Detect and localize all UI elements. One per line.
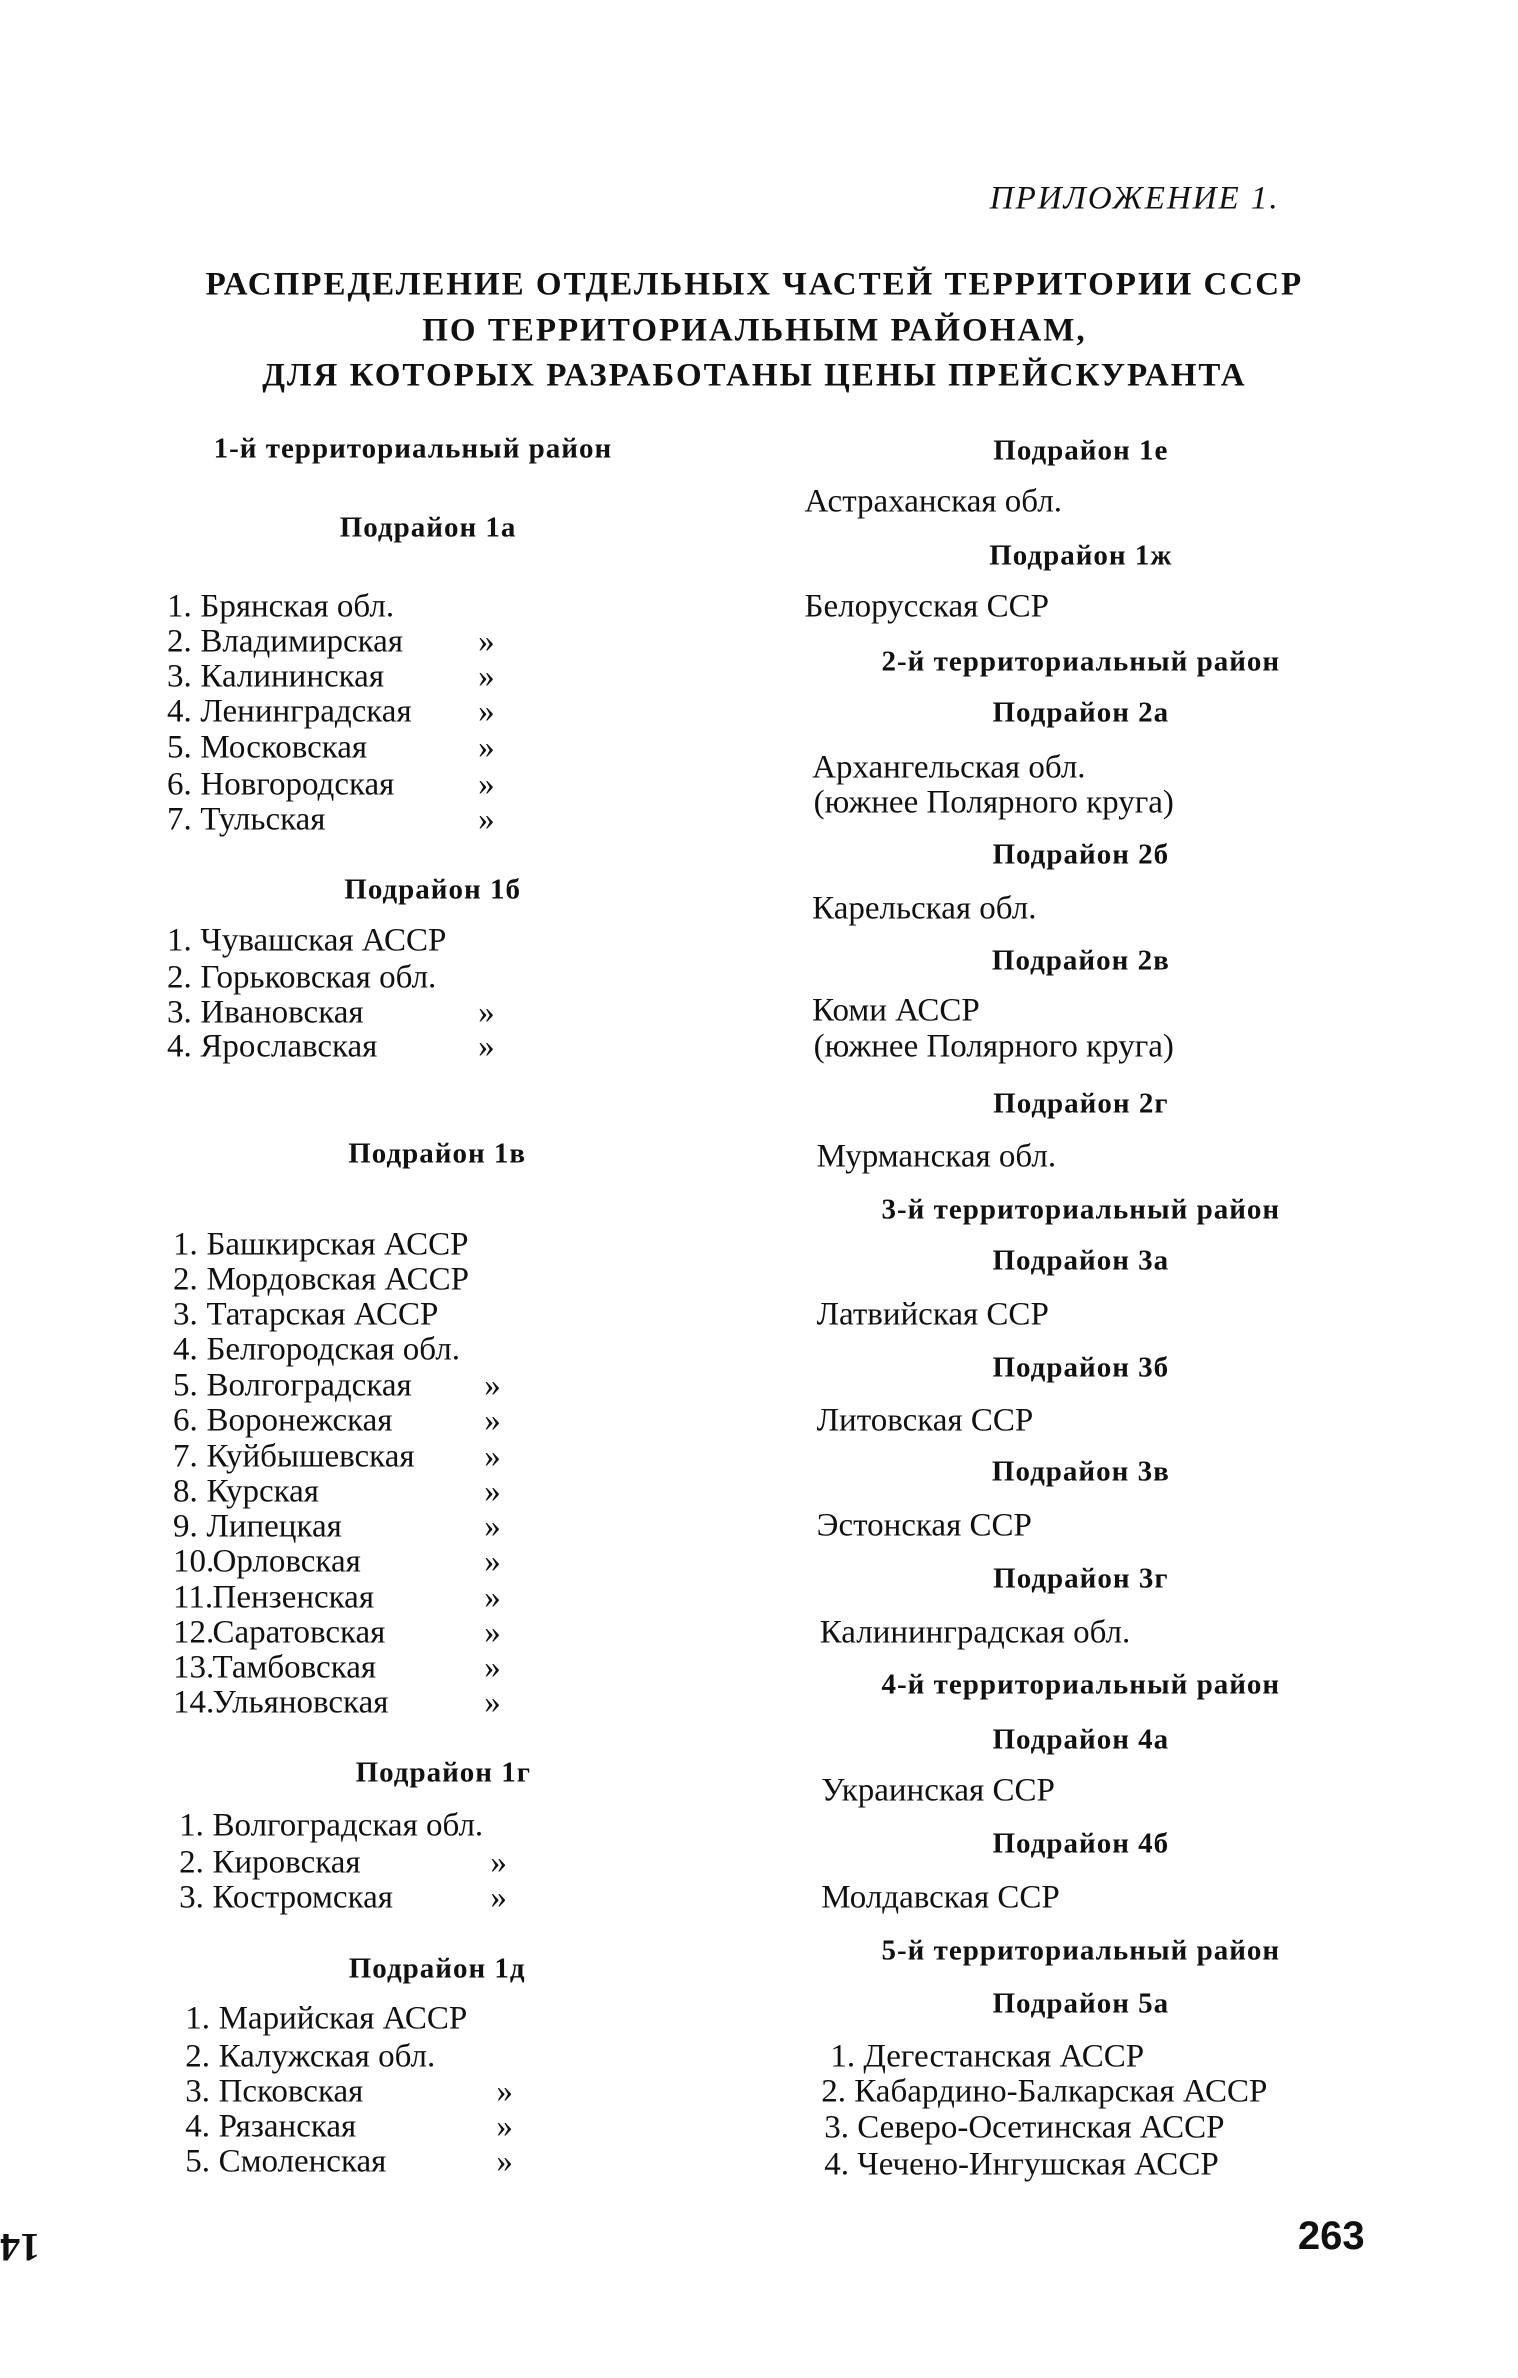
list-item-name: Чувашская АССР bbox=[200, 922, 447, 959]
list-item: Астраханская обл. bbox=[804, 483, 1062, 520]
list-item-name: Ленинградская bbox=[200, 693, 412, 730]
list-item-number: 2. bbox=[166, 623, 192, 660]
list-item-name: Волгоградская bbox=[206, 1367, 412, 1404]
list-item: 3. Северо-Осетинская АССР bbox=[824, 2109, 1225, 2146]
subdistrict-heading: Подрайон 3в bbox=[991, 1455, 1170, 1488]
list-item-name: Ивановская bbox=[200, 994, 364, 1030]
list-item-number: 1. bbox=[166, 588, 192, 625]
list-item-name: Владимирская bbox=[200, 623, 403, 660]
ditto-mark: » bbox=[478, 729, 495, 766]
list-item-number: 4. bbox=[166, 1028, 192, 1065]
subdistrict-heading: Подрайон 2в bbox=[991, 944, 1170, 977]
title-line: ДЛЯ КОТОРЫХ РАЗРАБОТАНЫ ЦЕНЫ ПРЕЙСКУРАНТА bbox=[262, 357, 1247, 394]
ditto-mark: » bbox=[478, 623, 495, 660]
list-item-number: 1. bbox=[179, 1807, 204, 1844]
list-item: Коми АССР bbox=[812, 992, 980, 1029]
list-item-name: Ярославская bbox=[200, 1028, 378, 1065]
list-item-number: 2. bbox=[185, 2038, 210, 2075]
list-item-number: 12. bbox=[173, 1614, 215, 1651]
ditto-mark: » bbox=[490, 1879, 507, 1915]
list-item-number: 1. bbox=[166, 922, 192, 959]
list-item: 2. Кабардино-Балкарская АССР bbox=[821, 2073, 1268, 2110]
list-item-name: Курская bbox=[206, 1473, 319, 1510]
ditto-mark: » bbox=[478, 693, 495, 730]
list-item: Молдавская ССР bbox=[821, 1879, 1060, 1915]
list-item-number: 6. bbox=[166, 766, 192, 803]
ditto-mark: » bbox=[490, 1844, 507, 1881]
district-heading: 4-й территориальный район bbox=[881, 1668, 1281, 1701]
list-item-name: Волгоградская обл. bbox=[212, 1807, 484, 1844]
subdistrict-heading: Подрайон 5а bbox=[992, 1987, 1170, 2020]
subdistrict-heading: Подрайон 1в bbox=[348, 1137, 527, 1170]
list-item-name: Брянская обл. bbox=[200, 588, 395, 625]
list-item: Украинская ССР bbox=[821, 1772, 1055, 1809]
list-item-name: Калужская обл. bbox=[218, 2038, 436, 2075]
subdistrict-heading: Подрайон 1е bbox=[993, 434, 1169, 467]
subdistrict-heading: Подрайон 1г bbox=[355, 1756, 531, 1789]
list-item-name: Рязанская bbox=[218, 2108, 357, 2145]
ditto-mark: » bbox=[496, 2073, 513, 2110]
list-item-name: Смоленская bbox=[218, 2143, 387, 2180]
subdistrict-heading: Подрайон 3г bbox=[993, 1562, 1169, 1595]
list-item-number: 11. bbox=[173, 1579, 214, 1616]
subdistrict-heading: Подрайон 3а bbox=[992, 1244, 1170, 1277]
list-item-number: 10. bbox=[173, 1543, 215, 1580]
list-item-number: 3. bbox=[185, 2073, 210, 2110]
list-item: Белорусская ССР bbox=[804, 588, 1049, 625]
bleed-page-number: 14 bbox=[0, 2224, 40, 2270]
district-heading: 3-й территориальный район bbox=[881, 1193, 1281, 1226]
list-item-name: Костромская bbox=[212, 1879, 393, 1915]
subdistrict-heading: Подрайон 4а bbox=[992, 1723, 1170, 1756]
ditto-mark: » bbox=[484, 1367, 501, 1404]
list-item-number: 8. bbox=[173, 1473, 198, 1510]
district-heading: 1-й территориальный район bbox=[213, 432, 613, 465]
list-item-name: Калининская bbox=[200, 658, 385, 695]
list-item-name: Московская bbox=[200, 729, 368, 766]
list-item-number: 5. bbox=[166, 729, 192, 766]
list-item: Мурманская обл. bbox=[816, 1138, 1057, 1175]
list-item: 1. Дегестанская АССР bbox=[830, 2038, 1145, 2075]
list-item-name: Ульяновская bbox=[212, 1684, 389, 1721]
ditto-mark: » bbox=[478, 658, 495, 695]
ditto-mark: » bbox=[496, 2108, 513, 2145]
subdistrict-heading: Подрайон 1б bbox=[344, 873, 521, 906]
ditto-mark: » bbox=[484, 1508, 501, 1545]
ditto-mark: » bbox=[478, 766, 495, 803]
list-item: (южнее Полярного круга) bbox=[813, 784, 1174, 821]
list-item: (южнее Полярного круга) bbox=[813, 1028, 1174, 1065]
list-item: Латвийская ССР bbox=[816, 1296, 1049, 1333]
subdistrict-heading: Подрайон 1д bbox=[348, 1952, 526, 1985]
ditto-mark: » bbox=[496, 2143, 513, 2180]
list-item-name: Горьковская обл. bbox=[200, 959, 437, 996]
ditto-mark: » bbox=[484, 1649, 501, 1686]
list-item: 4. Чечено-Ингушская АССР bbox=[824, 2146, 1219, 2183]
list-item-name: Кировская bbox=[212, 1844, 361, 1881]
list-item-name: Липецкая bbox=[206, 1508, 342, 1545]
list-item-name: Орловская bbox=[212, 1543, 361, 1580]
subdistrict-heading: Подрайон 3б bbox=[992, 1351, 1170, 1384]
list-item-name: Воронежская bbox=[206, 1402, 393, 1439]
title-line: РАСПРЕДЕЛЕНИЕ ОТДЕЛЬНЫХ ЧАСТЕЙ ТЕРРИТОРИИ СССР bbox=[205, 266, 1304, 303]
list-item-number: 13. bbox=[173, 1649, 215, 1686]
ditto-mark: » bbox=[484, 1473, 501, 1510]
list-item-name: Тамбовская bbox=[212, 1649, 377, 1686]
list-item: Архангельская обл. bbox=[812, 749, 1086, 786]
list-item: Карельская обл. bbox=[812, 890, 1037, 927]
list-item-name: Мордовская АССР bbox=[206, 1261, 470, 1298]
subdistrict-heading: Подрайон 1а bbox=[339, 511, 517, 544]
list-item-number: 7. bbox=[166, 801, 192, 838]
list-item-number: 3. bbox=[173, 1296, 198, 1333]
list-item-number: 6. bbox=[173, 1402, 198, 1439]
ditto-mark: » bbox=[478, 1028, 495, 1065]
title-line: ПО ТЕРРИТОРИАЛЬНЫМ РАЙОНАМ, bbox=[422, 312, 1087, 349]
list-item-name: Белгородская обл. bbox=[206, 1331, 460, 1367]
list-item-number: 2. bbox=[179, 1844, 204, 1881]
list-item: Эстонская ССР bbox=[816, 1507, 1032, 1544]
list-item-number: 3. bbox=[166, 658, 192, 695]
list-item-name: Тульская bbox=[200, 801, 326, 838]
list-item-name: Саратовская bbox=[212, 1614, 386, 1651]
subdistrict-heading: Подрайон 2б bbox=[992, 838, 1170, 871]
ditto-mark: » bbox=[484, 1614, 501, 1651]
list-item: Калининградская обл. bbox=[819, 1614, 1131, 1651]
list-item: Литовская ССР bbox=[816, 1402, 1034, 1439]
subdistrict-heading: Подрайон 2г bbox=[993, 1087, 1169, 1120]
ditto-mark: » bbox=[484, 1402, 501, 1439]
ditto-mark: » bbox=[478, 801, 495, 838]
ditto-mark: » bbox=[484, 1543, 501, 1580]
subdistrict-heading: Подрайон 1ж bbox=[989, 539, 1173, 572]
list-item-name: Псковская bbox=[218, 2073, 364, 2110]
list-item-number: 5. bbox=[173, 1367, 198, 1404]
ditto-mark: » bbox=[478, 994, 495, 1030]
list-item-name: Татарская АССР bbox=[206, 1296, 439, 1333]
page-number: 263 bbox=[1297, 2214, 1365, 2258]
list-item-number: 3. bbox=[166, 994, 192, 1030]
list-item-number: 14. bbox=[173, 1684, 215, 1721]
list-item-number: 9. bbox=[173, 1508, 198, 1545]
list-item-name: Новгородская bbox=[200, 766, 395, 803]
list-item-name: Куйбышевская bbox=[206, 1438, 415, 1475]
ditto-mark: » bbox=[484, 1579, 501, 1616]
district-heading: 5-й территориальный район bbox=[881, 1934, 1281, 1967]
ditto-mark: » bbox=[484, 1438, 501, 1475]
list-item-number: 1. bbox=[185, 2000, 210, 2037]
list-item-number: 4. bbox=[166, 693, 192, 730]
subdistrict-heading: Подрайон 4б bbox=[992, 1827, 1170, 1860]
district-heading: 2-й территориальный район bbox=[881, 645, 1281, 678]
list-item-number: 4. bbox=[185, 2108, 210, 2145]
list-item-number: 5. bbox=[185, 2143, 210, 2180]
list-item-number: 7. bbox=[173, 1438, 198, 1475]
appendix-label: ПРИЛОЖЕНИЕ 1. bbox=[989, 180, 1280, 217]
list-item-name: Пензенская bbox=[212, 1579, 375, 1616]
ditto-mark: » bbox=[484, 1684, 501, 1721]
subdistrict-heading: Подрайон 2а bbox=[992, 696, 1170, 729]
list-item-number: 4. bbox=[173, 1331, 198, 1367]
list-item-number: 1. bbox=[173, 1226, 198, 1263]
list-item-name: Башкирская АССР bbox=[206, 1226, 469, 1263]
list-item-name: Марийская АССР bbox=[218, 2000, 468, 2037]
list-item-number: 2. bbox=[166, 959, 192, 996]
list-item-number: 2. bbox=[173, 1261, 198, 1298]
list-item-number: 3. bbox=[179, 1879, 204, 1915]
